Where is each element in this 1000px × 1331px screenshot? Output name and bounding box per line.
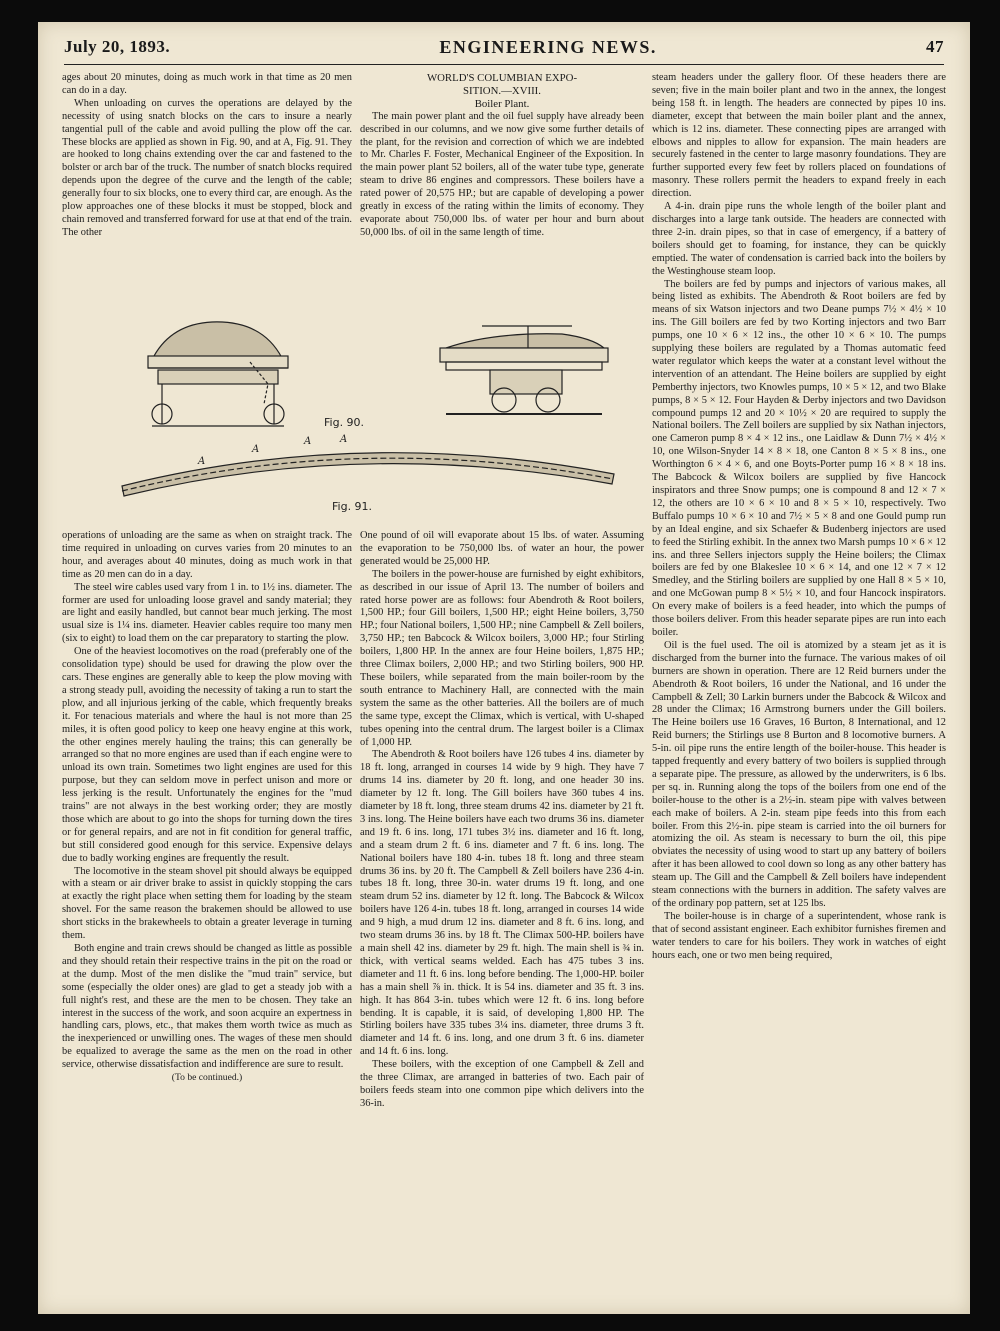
paragraph: When unloading on curves the operations are delayed by the necessity of using snatch blocks on the cars to insure a nearly tangential pull of the cable and avoid pulling the plow off the car. These blocks are applied as shown in Fig. 90, and at A, Fig. 91. They are hooked to long chains extending over the car and fastened to the bolster or arch bar of the truck. The number of snatch blocks required depends upon the degree of the curve and the length of the cable; generally four to six blocks, one to every third car, are enough. As the plow approaches one of these blocks it must be stopped, block and chain removed and transferred forward for use at that end of the train. The other [62, 97, 352, 238]
paragraph: The steel wire cables used vary from 1 in. to 1½ ins. diameter. The former are used for unloading loose gravel and sandy material; they are light and easily handled, but cannot bear much jerking. The most usual size is 1¼ ins. diameter. Heavier cables require too many men (six to eight) to load them on the car preparatory to starting the plow. [62, 581, 352, 645]
issue-date: July 20, 1893. [64, 37, 171, 56]
fig-90-label: Fig. 90. [324, 416, 365, 429]
paragraph: The main power plant and the oil fuel supply have already been described in our columns, and we now give some further details of the plant, for the revision and correction of which we are indebted to Mr. Charles F. Foster, Mechanical Engineer of the Exposition. In the main power plant 52 boilers, all of the water tube type, generate steam to drive 86 engines and compressors. These boilers have a rated power of 20,575 HP.; but are capable of developing a power greatly in excess of the rating within the limits of economy. They evaporate about 750,000 lbs. of water per hour and burn about 50,000 lbs. of oil in the same length of time. [360, 110, 644, 238]
paragraph: These boilers, with the exception of one Campbell & Zell and the three Climax, are arranged in batteries of two. Each pair of boilers feeds steam into one common pipe which delivers into the 36-in. [360, 1059, 644, 1109]
paragraph: The boilers are fed by pumps and injectors of various makes, all being listed as exhibits. The Abendroth & Root boilers are fed by means of six Watson injectors and two Deane pumps 7½ × 4½ × 10 ins. The Gill boilers are fed by two Korting injectors and two Barr pumps, one 10 × 6 × 12 ins., the other 10 × 6 × 10. The pumps supplying these boilers are regulated by a Thomas automatic feed water regulator which keeps the water at a constant level without the intervention of an attendant. The Heine boilers are supplied by eight Pemberthy injectors, two Knowles pumps, 10 × 5 × 12, and two Blake pumps, 8 × 5 × 12. Four Hayden & Derby injectors and two Davidson compound pumps 12 and 20 × 10½ × 20 are required to supply the National boilers. The Zell boilers are supplied by six Nathan injectors, one Cameron pump 8 × 4 × 12 ins., one Laidlaw & Dunn 7½ × 4½ × 10, one Wilson-Snyder 14 × 8 × 18, one Canton 8 × 5 × 8 ins., one Worthington 6 × 4 × 6, and one Boyts-Porter pump 16 × 8 × 18 ins. The Babcock & Wilcox boilers are supplied by five Hancock inspirators and three Snow pumps; one is compound 8 and 12 × 7 × 12, the others are 10 × 6 × 10 and 8 × 5 × 10, respectively. Two Buffalo pumps 10 × 6 × 10 and 7½ × 5 × 8 and one Gould pump run by an Ideal engine, and six Schaefer & Budenberg injectors are used to feed the Stirling exhibit. In the annex two Marsh pumps 10 × 6 × 12 ins. and three Sellers injectors supply the Heine boilers; the Climax boilers are fed by one Blakeslee 10 × 6 × 14, and one 12 × 7 × 12 Smedley, and the Stirling boilers are supplied by one Hall 8 × 5 × 10, and one McGowan pump 8 × 5½ × 10, and four Hancock inspirators. On every make of boilers is a feed header, into which the pumps of those boilers deliver. From this header separate pipes are run into each boiler. [652, 278, 946, 638]
paragraph: The boilers in the power-house are furnished by eight exhibitors, as described in our issue of April 13. The number of boilers and rated horse power are as follows: four Abendroth & Root boilers, 1,500 HP.; four Gill boilers, 1,500 HP.; eight Heine boilers, 3,750 HP.; four National boilers, 1,500 HP.; nine Campbell & Zell boilers, 3,750 HP.; ten Babcock & Wilcox boilers, 3,000 HP.; four Stirling boilers, 1,800 HP. In the annex are four Heine boilers, 1,875 HP.; three Climax boilers, 2,000 HP.; and two Stirling boilers, 900 HP. These boilers, while separated from the main boiler-room by the south entrance to Machinery Hall, are connected with the main system the same as the other batteries. All the boilers are of much the same type, except the Climax, which is vertical, with U-shaped tubes opening into the central drum. The largest boiler is a Climax of 1,000 HP. [360, 568, 644, 748]
paragraph: One of the heaviest locomotives on the road (preferably one of the consolidation type) should be used for drawing the plow over the cars. These engines are generally able to keep the plow moving with a strong steady pull, avoiding the necessity of taking a run to start the plow, and all injurious jerking of the cable, which frequently breaks it. For tenacious materials and where the haul is not more than 25 miles, it is often good policy to keep one heavy engine at this work, the other engines merely hauling the trains; this can generally be arranged so that no more engines are used than if each engine were to unload its own train. Sometimes two light engines are used for this purpose, but they can seldom move in perfect unison and more or less jerking is the result. Unfortunately the engines for the "mud trains" are not always in the best working order; they are mostly those which are about to go into the shops for turning down the tires or for general repairs, and are not in fit condition for general traffic, but still considered good enough for this service. Expensive delays due to badly working engines are frequently the result. [62, 646, 352, 864]
article-subtitle: Boiler Plant. [474, 97, 530, 110]
paragraph: Oil is the fuel used. The oil is atomized by a steam jet as it is discharged from the burner into the furnace. The various makes of oil burners are shown in operation. There are 12 Reid burners under the Abendroth & Root boilers, 16 under the National, and 16 under the Campbell & Zell; 30 Larkin burners under the Babcock & Wilcox and 28 under the Climax; 16 Armstrong burners under the Gill boilers. The Heine boilers use 16 Graves, 16 Burton, 8 International, and 12 Reid burners; the Stirlings use 8 Burton and 8 locomotive burners. A 5-in. oil pipe runs the entire length of the boiler-house. This header is tapped frequently and every battery of two boilers is supplied through a separate pipe. The pressure, as allowed by the underwriters, is 6 lbs. per sq. in. Running along the tops of the boilers from one end of the boiler-house to the other is a 2½-in. steam pipe with valves between each make of boilers. A 2-in. steam pipe feeds into this from each boiler. From this 2½-in. pipe steam is carried into the oil burners for atomizing the oil. As steam is necessary to burn the oil, this pipe obviates the necessity of using wood to start up any battery of boilers after it has been allowed to cool down so long as any other battery has steam up. The Gill and the Campbell & Zell boilers have independent steam connections with the burners in addition. The safety valves are of the ordinary pop pattern, set at 125 lbs. [652, 639, 946, 909]
masthead [64, 32, 944, 62]
paragraph: The locomotive in the steam shovel pit should always be equipped with a steam or air driver brake to assist in quickly stopping the cars at exactly the right place when setting them for loading by the steam shovel. For the same reason the brakemen should be allowed to use short sticks in the brakewheels to obtain a greater leverage in turning them. [62, 865, 352, 942]
paragraph: steam headers under the gallery floor. Of these headers there are seven; five in the main boiler plant and two in the annex, the longest being 158 ft. in length. The headers are connected by pipes 10 ins. diameter, except that between the main boiler plant and the annex, which is 12 ins. diameter. These connecting pipes are arranged with elbows and nipples to allow for expansion. The main headers are securely fastened in the center to large masonry foundations. They are further supported every few feet by rollers placed on foundations of masonry. These rollers permit the headers to expand freely in each direction. [652, 72, 946, 200]
paragraph: A 4-in. drain pipe runs the whole length of the boiler plant and discharges into a large tank outside. The headers are connected with three 2-in. drain pipes, so that in case of emergency, if a battery of boilers should get to foaming, for instance, they can be quickly emptied. The water of condensation is carried back into the boilers by the Westinghouse steam loop. [652, 201, 946, 277]
page-number: 47 [925, 37, 944, 56]
column-2-top [360, 72, 644, 240]
column-1-top [62, 72, 352, 240]
column-3 [652, 72, 946, 963]
article-title-line-2: SITION.—XVIII. [463, 84, 541, 97]
fig-91-curved-train [122, 453, 614, 496]
paragraph: operations of unloading are the same as when on straight track. The time required in unloading on curves varies from 20 minutes to an hour, and averages about 40 minutes, doing as much work in that time as 20 men can do in a day. [62, 530, 352, 580]
journal-title: ENGINEERING NEWS. [439, 36, 657, 57]
paragraph: The boiler-house is in charge of a superintendent, whose rank is that of second assistant engineer. Each exhibitor furnishes firemen and water tenders to care for his boilers. They work in watches of eight hours each, one or two men being required, [652, 910, 946, 961]
paragraph: One pound of oil will evaporate about 15 lbs. of water. Assuming the evaporation to be 750,000 lbs. of water an hour, the power generated would be 25,000 HP. [360, 530, 644, 567]
fig-90-car-side-view [440, 326, 608, 414]
figure-area [62, 314, 646, 524]
paragraph: The Abendroth & Root boilers have 126 tubes 4 ins. diameter by 18 ft. long, arranged in courses 14 wide by 9 high. They have 7 drums 14 ins. diameter by 20 ft. long, and one header 30 ins. diameter by 12 ft. long. The Gill boilers have 360 tubes 4 ins. diameter by 18 ft. long, three steam drums 42 ins. diameter by 21 ft. 3 ins. long. The Heine boilers have each two drums 36 ins. diameter and 19 ft. 6 ins. long, 171 tubes 3½ ins. diameter and 16 ft. long, and a steam drum 2 ft. 6 ins. diameter and 7 ft. 6 ins. long. The National boilers have 180 4-in. tubes 18 ft. long and three steam drums 36 ins. by 20 ft. The Campbell & Zell boilers have 236 4-in. tubes 18 ft. long, three 30-in. water drums 19 ft. long, and one steam drum 52 ins. diameter by 12 ft. long. The Babcock & Wilcox boilers have 126 4-in. tubes 18 ft. long, arranged in courses 14 wide and 9 high, a mud drum 12 ins. diameter and 8 ft. 6 ins. long, and two steam drums 36 ins. by 18 ft. The Climax 500-HP. boilers have a main shell 42 ins. diameter by 29 ft. high. The main shell is ¾ in. thick, with vertical seams welded. Each has 475 tubes 3 ins. diameter and 11 ft. 6 ins. long before bending. The 1,000-HP. boiler has a main shell ⅞ in. thick. It is 54 ins. diameter and 35 ft. 3 ins. high. It has 864 3-in. tubes which were 12 ft. 6 ins. long before bending. It is capable, it is said, of developing 1,800 HP. The Stirling boilers have 335 tubes 3¼ ins. diameter, three drums 3 ft. diameter and 14 ft. 6 ins. long, and one drum 3 ft. 6 ins. diameter and 14 ft. 6 ins. long. [360, 749, 644, 1058]
to-be-continued: (To be continued.) [171, 1072, 243, 1084]
column-2-bottom [360, 530, 644, 1111]
masthead-rule [64, 64, 944, 65]
column-1-bottom [62, 530, 352, 1085]
fig-90-car-end-view [148, 322, 288, 426]
fig-91-marker-a: A [340, 434, 348, 445]
figure-illustrations [62, 314, 646, 524]
paragraph: Both engine and train crews should be changed as little as possible and they should retain their respective trains in the pit on the road or at the dump. Most of the men dislike the "mud train" service, but some (especially the older ones) are glad to get a steady job with a full night's rest, and these are the men to be chosen. They take an interest in the success of the work, and soon acquire an expertness in handling cars, plows, etc., that makes them worth twice as much as the inexperienced or unwilling ones. The wages of these men should be equalized to average the same as the men on the road in other service, otherwise dissatisfaction and indifference are sure to result. [62, 943, 352, 1071]
fig-91-marker-a: A [198, 456, 206, 467]
fig-91-marker-a: A [304, 436, 312, 447]
article-title-line-1: WORLD'S COLUMBIAN EXPO- [426, 72, 578, 84]
newspaper-page [38, 22, 970, 1314]
fig-91-label: Fig. 91. [332, 500, 373, 513]
fig-91-marker-a: A [252, 444, 260, 455]
paragraph: ages about 20 minutes, doing as much work in that time as 20 men can do in a day. [62, 72, 352, 96]
